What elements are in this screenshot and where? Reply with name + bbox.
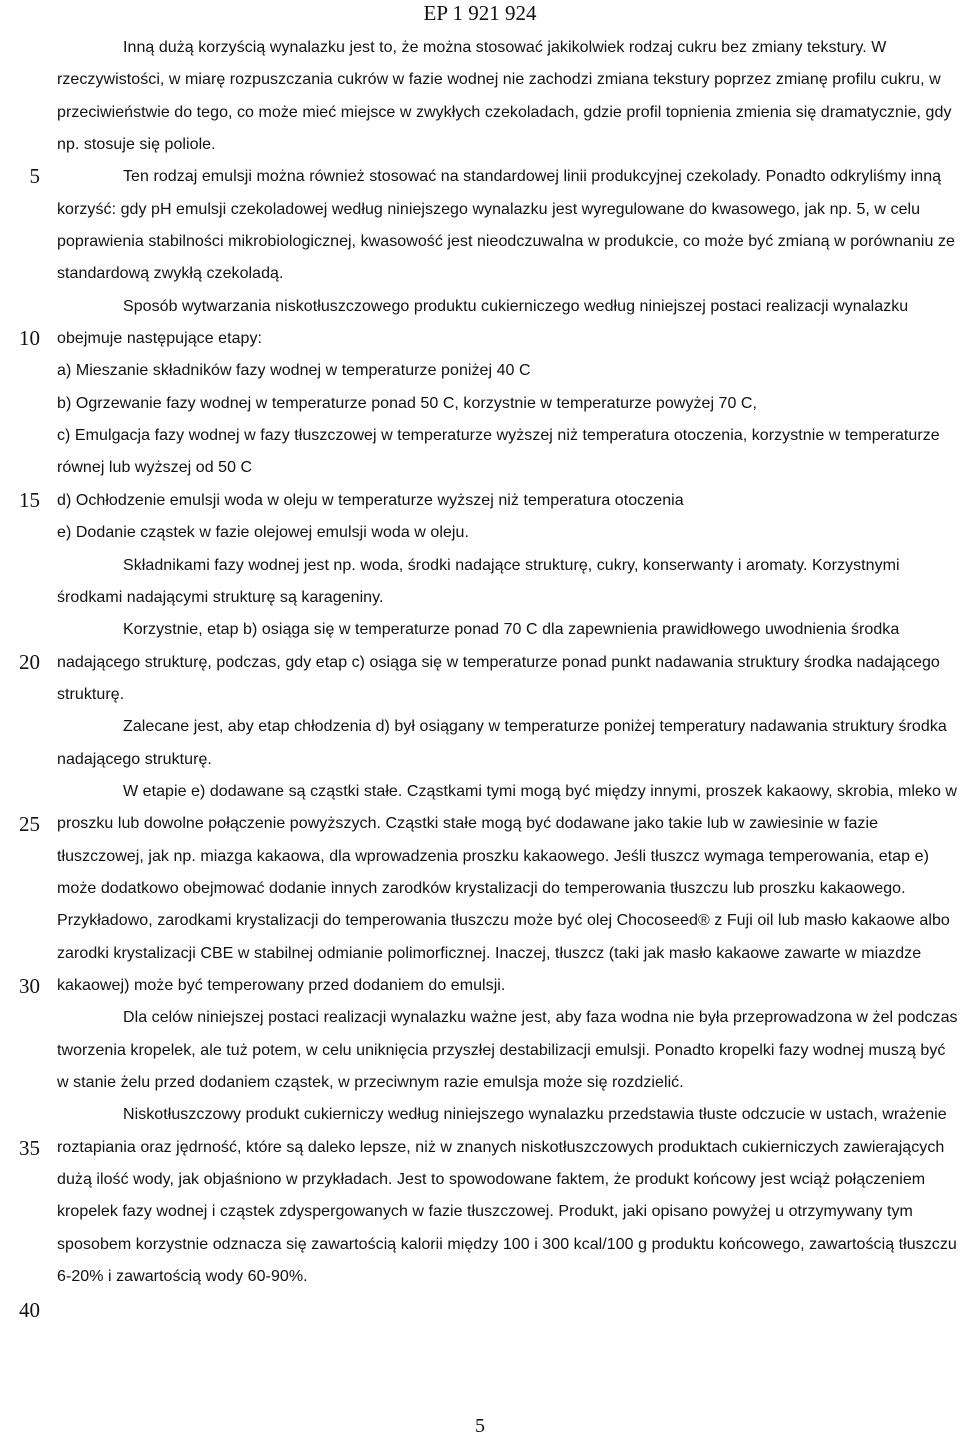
page-number: 5: [475, 1415, 485, 1437]
line-number: 10: [19, 326, 40, 350]
line-number: 15: [19, 488, 40, 512]
document-number: EP 1 921 924: [423, 1, 537, 25]
line-number: 20: [19, 650, 40, 674]
paragraph: Dla celów niniejszej postaci realizacji wynalazku ważne jest, aby faza wodna nie była przeprowadzona w żel podczas tworzenia kropelek, ale tuż potem, w celu uniknięcia przyszłej destabilizacji emulsji. Ponadto kropelki fazy wodnej muszą być w stanie żelu przed dodaniem cząstek, w przeciwnym razie emulsja może się rozdzielić.: [57, 1009, 958, 1091]
process-step-b: b) Ogrzewanie fazy wodnej w temperaturze ponad 50 C, korzystnie w temperaturze powyżej 70 C,: [57, 394, 758, 412]
line-number: 40: [19, 1298, 40, 1322]
paragraph: Składnikami fazy wodnej jest np. woda, środki nadające strukturę, cukry, konserwanty i aromaty. Korzystnymi środkami nadającymi strukturę są karageniny.: [57, 556, 900, 606]
line-number: 30: [19, 974, 40, 998]
document-body: [57, 32, 959, 1293]
paragraph: Niskotłuszczowy produkt cukierniczy według niniejszego wynalazku przedstawia tłuste odczucie w ustach, wrażenie roztapiania oraz jędrność, które są daleko lepsze, niż w znanych niskotłuszczowych produktach cukierniczych zawierających dużą ilość wody, jak objaśniono w przykładach. Jest to spowodowane faktem, że produkt końcowy jest wciąż połączeniem kropelek fazy wodnej i cząstek zdyspergowanych w fazie tłuszczowej. Produkt, jaki opisano powyżej u otrzymywany tym sposobem korzystnie odznacza się zawartością kalorii między 100 i 300 kcal/100 g produktu końcowego, zawartością tłuszczu 6-20% i zawartością wody 60-90%.: [57, 1106, 957, 1286]
line-number: 25: [19, 812, 40, 836]
line-number-margin: [0, 0, 40, 1438]
paragraph: Inną dużą korzyścią wynalazku jest to, że można stosować jakikolwiek rodzaj cukru bez zmiany tekstury. W rzeczywistości, w miarę rozpuszczania cukrów w fazie wodnej nie zachodzi zmiana tekstury poprzez zmianę profilu cukru, w przeciwieństwie do tego, co może mieć miejsce w zwykłych czekoladach, gdzie profil topnienia zmienia się dramatycznie, gdy np. stosuje się poliole.: [57, 39, 952, 154]
paragraph: Korzystnie, etap b) osiąga się w temperaturze ponad 70 C dla zapewnienia prawidłowego uwodnienia środka nadającego strukturę, podczas, gdy etap c) osiąga się w temperaturze ponad punkt nadawania struktury środka nadającego strukturę.: [57, 621, 940, 703]
line-number: 5: [29, 164, 40, 188]
process-step-d: d) Ochłodzenie emulsji woda w oleju w temperaturze wyższej niż temperatura otoczenia: [57, 491, 684, 509]
line-number: 35: [19, 1136, 40, 1160]
paragraph: Ten rodzaj emulsji można również stosować na standardowej linii produkcyjnej czekolady. Ponadto odkryliśmy inną korzyść: gdy pH emulsji czekoladowej według niniejszego wynalazku jest wyregulowane do kwasowego, jak np. 5, w celu poprawienia stabilności mikrobiologicznej, kwasowość jest nieodczuwalna w produkcie, co może być zmianą w porównaniu ze standardową zwykłą czekoladą.: [57, 168, 955, 283]
process-step-a: a) Mieszanie składników fazy wodnej w temperaturze poniżej 40 C: [57, 362, 531, 380]
paragraph: Sposób wytwarzania niskotłuszczowego produktu cukierniczego według niniejszej postaci realizacji wynalazku obejmuje następujące etapy:: [57, 297, 909, 348]
paragraph: W etapie e) dodawane są cząstki stałe. Cząstkami tymi mogą być między innymi, proszek kakaowy, skrobia, mleko w proszku lub dowolne połączenie powyższych. Cząstki stałe mogą być dodawane jako takie lub w zawiesinie w fazie tłuszczowej, jak np. miazga kakaowa, dla wprowadzenia proszku kakaowego. Jeśli tłuszcz wymaga temperowania, etap e) może dodatkowo obejmować dodanie innych zarodków krystalizacji do temperowania tłuszczu lub proszku kakaowego. Przykładowo, zarodkami krystalizacji do temperowania tłuszczu może być olej Chocoseed® z Fuji oil lub masło kakaowe albo zarodki krystalizacji CBE w stabilnej odmianie polimorficznej. Inaczej, tłuszcz (taki jak masło kakaowe zawarte w miazdze kakaowej) może być temperowany przed dodaniem do emulsji.: [57, 782, 958, 994]
process-step-e: e) Dodanie cząstek w fazie olejowej emulsji woda w oleju.: [57, 524, 469, 542]
paragraph: Zalecane jest, aby etap chłodzenia d) był osiągany w temperaturze poniżej temperatury nadawania struktury środka nadającego strukturę.: [57, 718, 947, 768]
process-step-c: c) Emulgacja fazy wodnej w fazy tłuszczowej w temperaturze wyższej niż temperatura otoczenia, korzystnie w temperaturze równej lub wyższej od 50 C: [57, 427, 940, 477]
